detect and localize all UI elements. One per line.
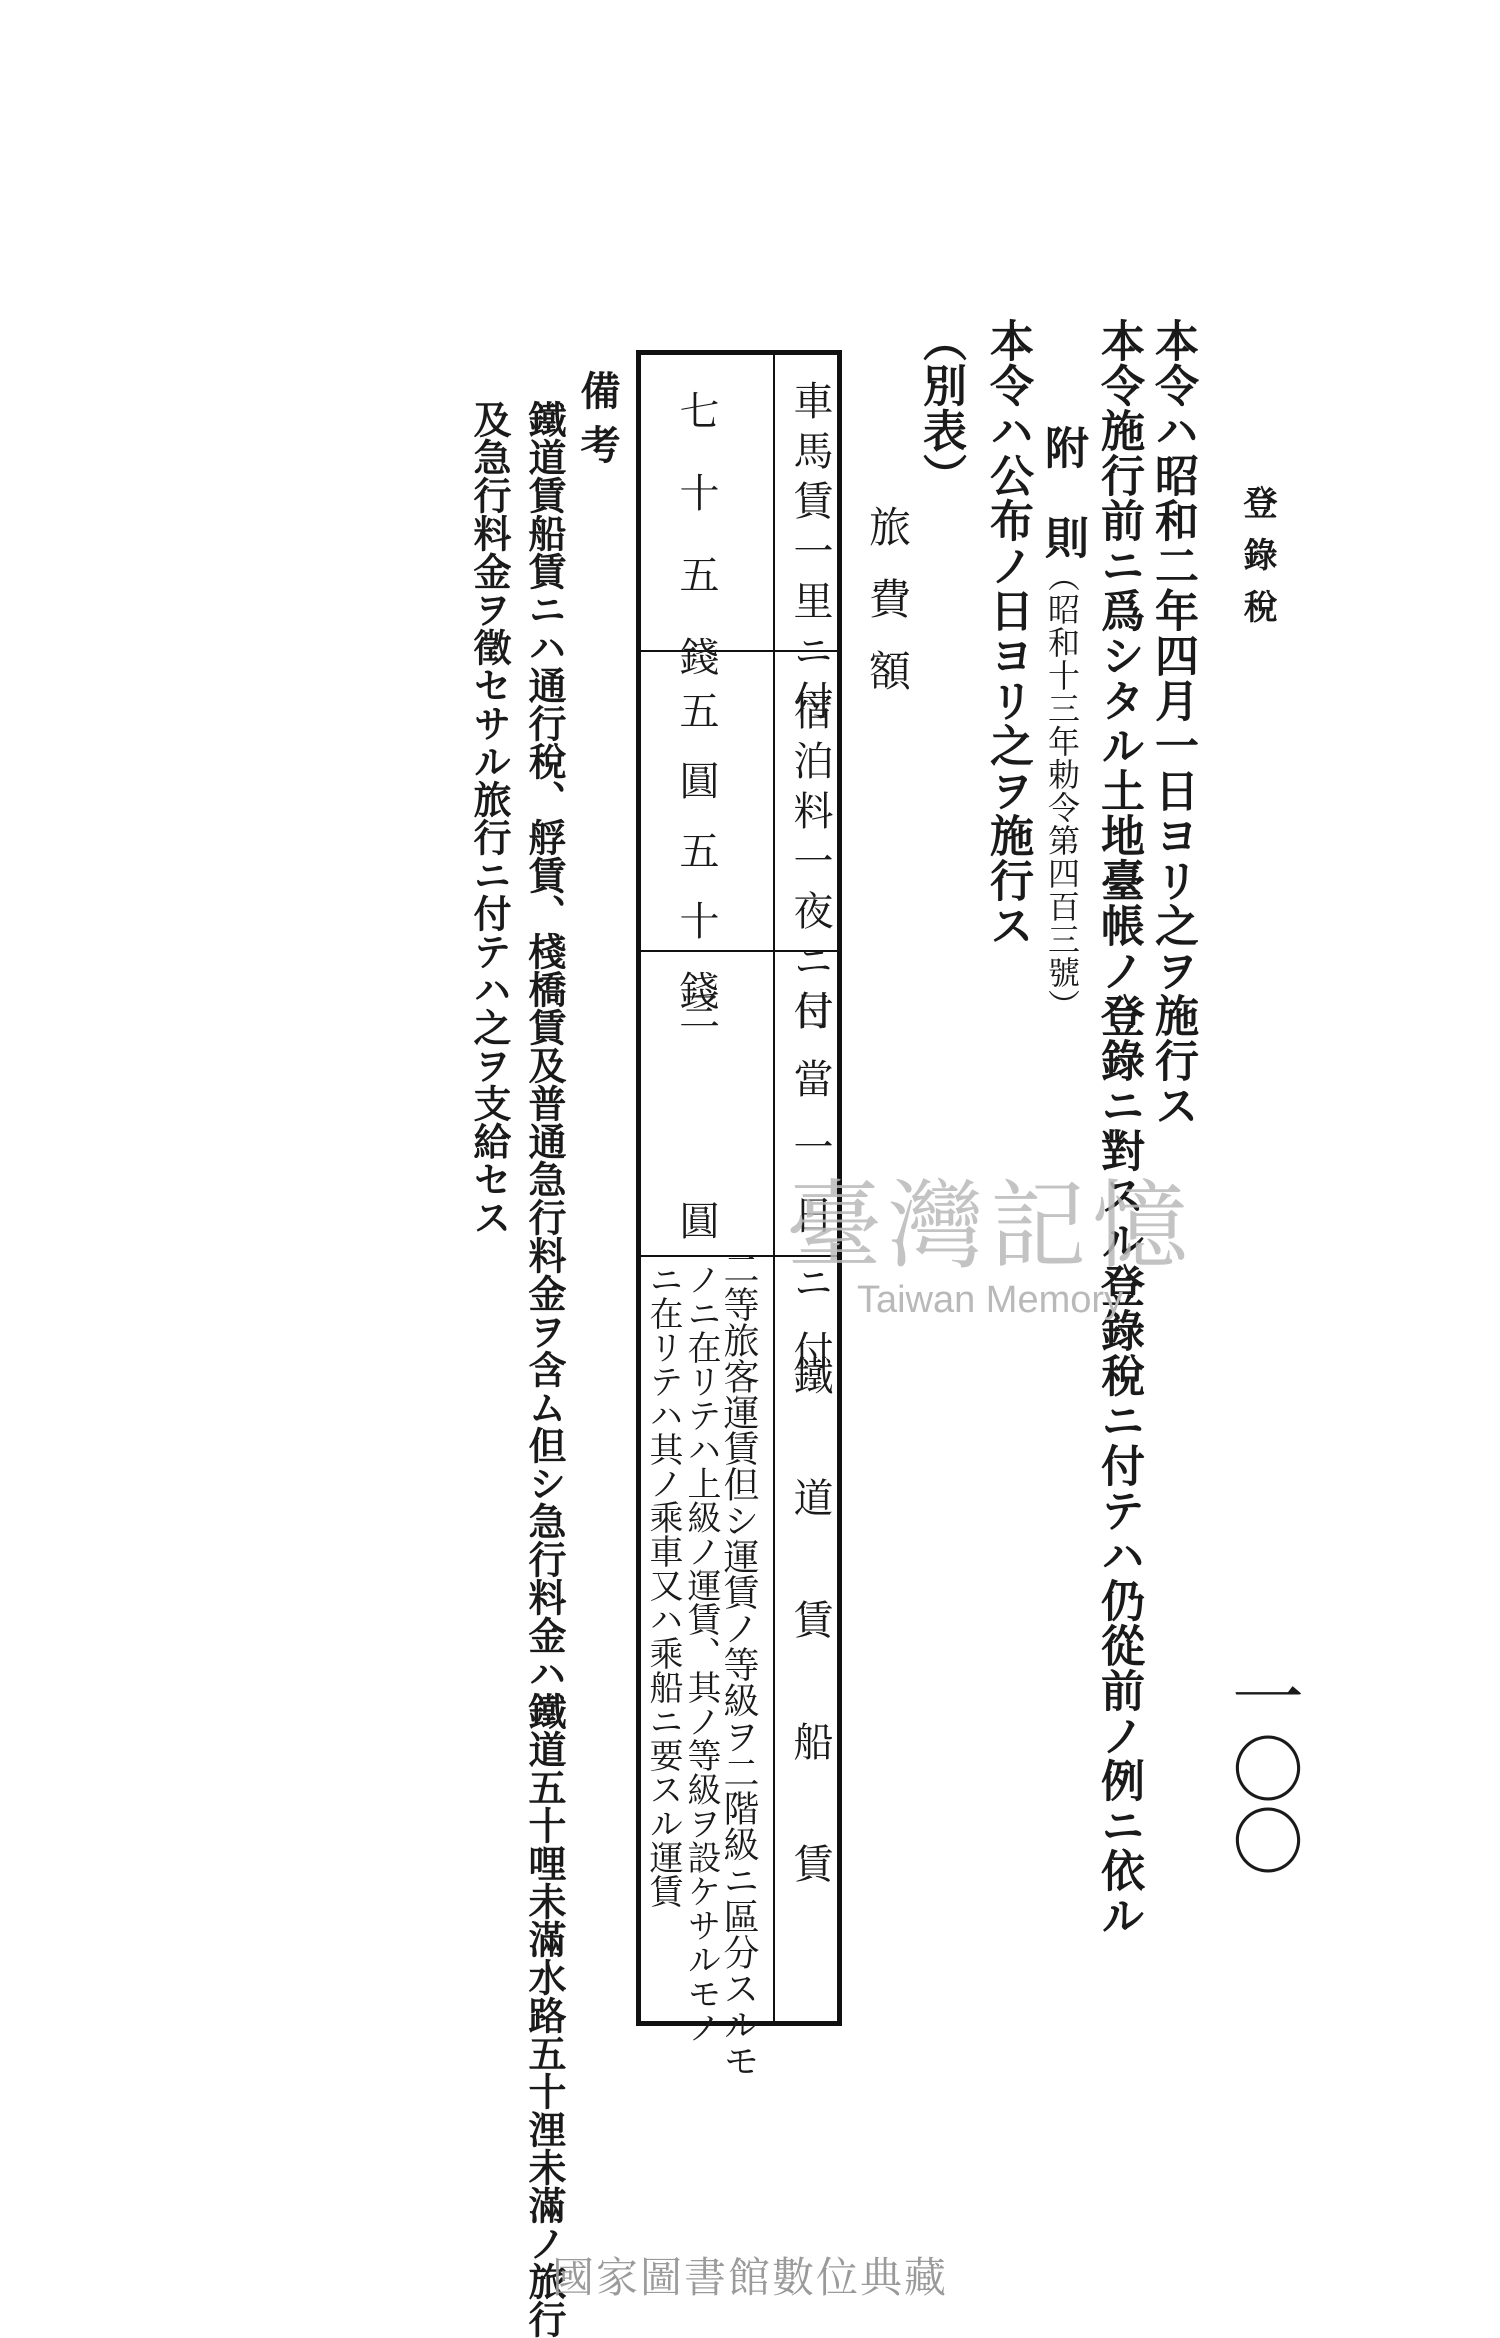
table-value-carriage: 七十五錢 <box>673 390 719 718</box>
remarks-line-2: 及急行料金ヲ徵セサル旅行ニ付テハ之ヲ支給セス <box>467 400 512 1236</box>
page-header: 登錄稅 <box>1237 485 1277 641</box>
table-value-railway-1: 二等旅客運賃但シ運賃ノ等級ヲ二階級ニ區分スルモ <box>718 1250 759 2078</box>
table-value-lodging: 五圓五十錢 <box>673 690 719 1040</box>
table-header-carriage: 車馬賃一里ニ付 <box>787 380 833 730</box>
remarks-label: 備考 <box>574 370 621 478</box>
text-line-2: 本令施行前ニ爲シタル土地臺帳ノ登錄ニ對スル登錄稅ニ付テハ仍從前ノ例ニ依ル <box>1093 318 1144 1938</box>
watermark-title: 臺灣記憶 <box>786 1170 1194 1282</box>
table-value-daily: 三圓 <box>673 990 719 1410</box>
table-header-daily: 日當一日ニ付 <box>787 990 833 1398</box>
footer-credit: 國家圖書館數位典藏 <box>551 2253 948 2302</box>
table-header-lodging: 宿泊料一夜ニ付 <box>787 690 833 1040</box>
supplementary-title: 附 則 <box>1037 425 1088 560</box>
watermark <box>740 1150 1240 1321</box>
table-value-railway-3: ニ在リテハ其ノ乘車又ハ乘船ニ要スル運賃 <box>643 1262 683 1908</box>
supplementary-provision <box>1037 425 1088 1022</box>
text-line-1: 本令ハ昭和二年四月一日ヨリ之ヲ施行ス <box>1147 318 1198 1128</box>
supplementary-note: （昭和十三年勅令第四百三號） <box>1043 560 1081 1022</box>
watermark-subtitle: Taiwan Memory <box>856 1279 1124 1321</box>
table-header-railway: 鐵道賃船賃 <box>787 1355 833 1965</box>
table-value-railway-2: ノニ在リテハ上級ノ運賃、其ノ等級ヲ設ケサルモノ <box>681 1262 721 2044</box>
page-number: 一〇〇 <box>1220 1660 1304 1876</box>
table-title: 旅費額 <box>863 505 912 721</box>
text-line-4: 本令ハ公布ノ日ヨリ之ヲ施行ス <box>982 318 1033 948</box>
appendix-label: （別表） <box>915 318 966 498</box>
remarks-line-1: 鐵道賃船賃ニハ通行稅、艀賃、棧橋賃及普通急行料金ヲ含ム但シ急行料金ハ鐵道五十哩未滿水路五十浬未滿ノ旅行 <box>522 400 567 2338</box>
